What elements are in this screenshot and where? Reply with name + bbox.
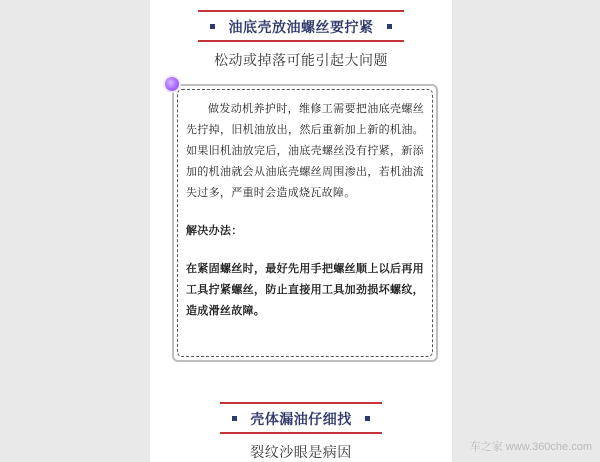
purple-dot-icon	[165, 77, 179, 91]
section-subtitle-2: 裂纹沙眼是病因	[250, 444, 352, 461]
square-bullet-icon	[365, 416, 370, 421]
title-rule-top	[220, 402, 382, 404]
square-bullet-icon	[232, 416, 237, 421]
section-header-2	[150, 402, 452, 462]
title-rule-bottom	[220, 432, 382, 434]
title-rule-bottom	[198, 40, 403, 42]
article-column	[150, 0, 452, 462]
section-header-1	[150, 10, 452, 70]
section-title-box-1	[198, 10, 403, 42]
section-title-2: 壳体漏油仔细找	[250, 411, 352, 428]
card-paragraph: 做发动机养护时，维修工需要把油底壳螺丝先拧掉，旧机油放出，然后重新加上新的机油。如果旧机油放完后，油底壳螺丝没有拧紧，新添加的机油就会从油底壳螺丝周围渗出，若机油流失过多，严重时会造成烧瓦故障。	[186, 102, 424, 199]
title-rule-top	[198, 10, 403, 12]
watermark: 车之家 www.360che.com	[469, 441, 592, 453]
solution-label: 解决办法：	[186, 224, 243, 237]
square-bullet-icon	[210, 24, 215, 29]
section-title-box-2	[220, 402, 382, 434]
solution-text: 在紧固螺丝时，最好先用手把螺丝顺上以后再用工具拧紧螺丝，防止直接用工具加劲损坏螺纹，造成滑丝故障。	[186, 262, 424, 317]
section-title-1: 油底壳放油螺丝要拧紧	[228, 19, 374, 36]
card-body	[186, 98, 424, 321]
square-bullet-icon	[387, 24, 392, 29]
section-subtitle-1: 松动或掉落可能引起大问题	[214, 52, 388, 69]
content-card	[172, 84, 438, 362]
